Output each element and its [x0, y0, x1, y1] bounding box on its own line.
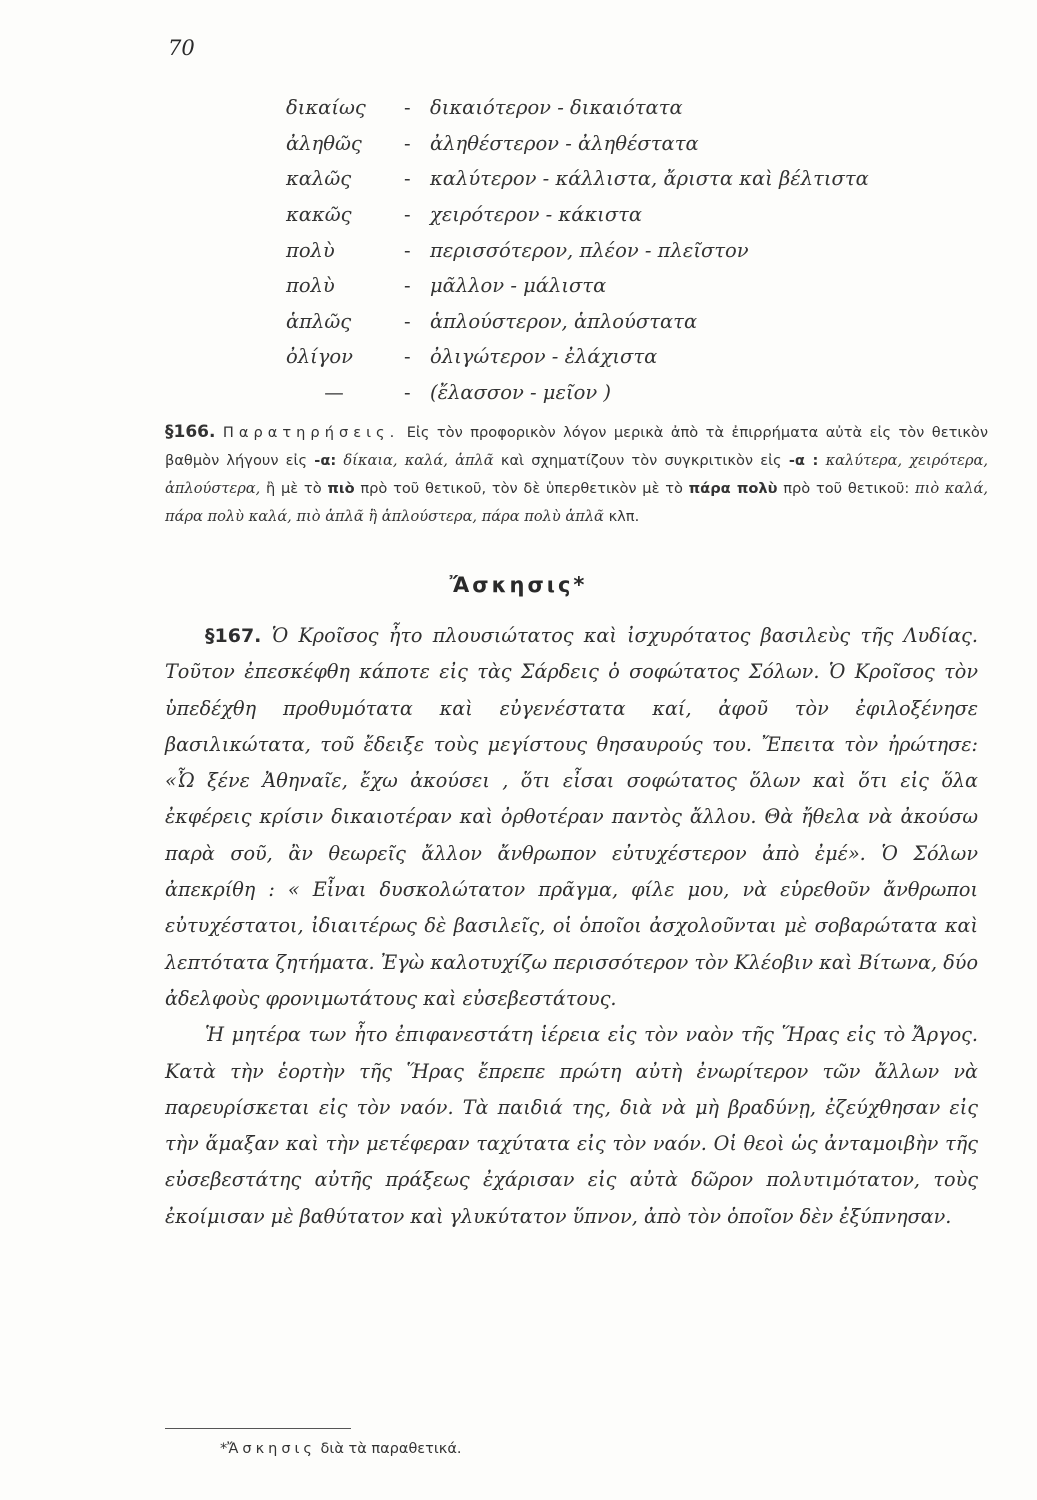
positive-adverb: καλῶς: [286, 167, 352, 191]
comparison-forms: καλύτερον - κάλλιστα, ἄριστα καὶ βέλτιστα: [430, 167, 869, 191]
positive-adverb: κακῶς: [286, 203, 352, 227]
exercise-text: [165, 618, 978, 1235]
comparison-forms: μᾶλλον - μάλιστα: [430, 274, 607, 298]
row-separator: -: [404, 167, 411, 191]
remarks-section-number: §166.: [165, 422, 216, 442]
comparison-forms: δικαιότερον - δικαιότατα: [430, 96, 683, 120]
positive-adverb: ὀλίγον: [286, 345, 353, 369]
row-separator: -: [404, 238, 411, 262]
exercise-paragraph: [165, 618, 978, 1017]
comparison-row: [286, 90, 869, 126]
example-positive: δίκαια, καλά, ἁπλᾶ: [343, 452, 494, 469]
positive-adverb: —: [324, 381, 344, 405]
comparison-row: [286, 126, 869, 162]
example-spoken: πιὸ καλά, πάρα πολὺ καλά, πιὸ ἁπλᾶ ἢ ἁπλούστερα, πάρα πολὺ ἁπλᾶ: [165, 480, 989, 525]
row-separator: -: [404, 131, 411, 155]
comparison-forms: ἁπλούστερον, ἁπλούστατα: [430, 309, 698, 333]
comparison-row: [286, 197, 869, 233]
positive-adverb: ἀληθῶς: [286, 131, 362, 155]
adverb-comparison-table: [286, 90, 869, 410]
row-separator: -: [404, 381, 411, 405]
remarks-paragraph: [165, 418, 988, 531]
exercise-paragraph: Ἡ μητέρα των ἦτο ἐπιφανεστάτη ἱέρεια εἰς τὸν ναὸν τῆς Ἥρας εἰς τὸ Ἄργος. Κατὰ τὴν ἑορτὴν τῆς Ἥρας ἔπρεπε πρώτη αὐτὴ ἐνωρίτερον τῶν ἄλλων νὰ παρευρίσκεται εἰς τὸν ναόν. Τὰ παιδιά της, διὰ νὰ μὴ βραδύνῃ, ἐζεύχθησαν εἰς τὴν ἅμαξαν καὶ τὴν μετέφεραν ταχύτατα εἰς τὸν ναόν. Οἱ θεοὶ ὡς ἀνταμοιβὴν τῆς εὐσεβεστάτης αὐτῆς πράξεως ἐχάρισαν εἰς αὐτὰ δῶρον πολυτιμότατον, τοὺς ἐκοίμισαν μὲ βαθύτατον καὶ γλυκύτατον ὕπνον, ἀπὸ τὸν ὁποῖον δὲν ἐξύπνησαν.: [165, 1023, 978, 1228]
remarks-text: Εἰς τὸν προφορικὸν λόγον μερικὰ ἀπὸ τὰ ἐπιρρήματα αὐτὰ εἰς τὸν θετικὸν βαθμὸν λήγουν εἰς: [165, 424, 989, 469]
footnote: [220, 1441, 462, 1457]
ending-a-comparative: -α :: [788, 452, 819, 469]
footnote-term: Ἄσκησις: [227, 1441, 316, 1457]
footnote-text: διὰ τὰ παραθετικά.: [320, 1441, 462, 1457]
example-comparative: καλύτερα, χειρότερα, ἁπλούστερα,: [165, 452, 989, 497]
remarks-text: πρὸ τοῦ θετικοῦ:: [783, 480, 910, 497]
comparison-row: [286, 268, 869, 304]
positive-adverb: ἁπλῶς: [286, 309, 352, 333]
para-poly-word: πάρα πολὺ: [688, 480, 778, 497]
exercise-section-number: §167.: [205, 625, 262, 647]
positive-adverb: πολὺ: [286, 274, 335, 298]
row-separator: -: [404, 345, 411, 369]
comparison-row: [286, 232, 869, 268]
exercise-title: Ἄσκησις*: [449, 573, 588, 597]
row-separator: -: [404, 96, 411, 120]
comparison-forms: χειρότερον - κάκιστα: [430, 203, 643, 227]
comparison-forms: περισσότερον, πλέον - πλεῖστον: [430, 238, 749, 262]
ending-a: -α:: [314, 452, 337, 469]
row-separator: -: [404, 309, 411, 333]
remarks-text: ἢ μὲ τὸ: [266, 480, 322, 497]
row-separator: -: [404, 203, 411, 227]
comparison-row: [286, 304, 869, 340]
comparison-row: [286, 375, 869, 411]
positive-adverb: δικαίως: [286, 96, 366, 120]
comparison-row: [286, 339, 869, 375]
remarks-text: πρὸ τοῦ θετικοῦ, τὸν δὲ ὑπερθετικὸν μὲ τὸ: [360, 480, 683, 497]
remarks-text: καὶ σχηματίζουν τὸν συγκριτικὸν εἰς: [500, 452, 782, 469]
comparison-forms: ἀληθέστερον - ἀληθέστατα: [430, 131, 699, 155]
pio-word: πιὸ: [327, 480, 355, 497]
positive-adverb: πολὺ: [286, 238, 335, 262]
footnote-divider: [165, 1428, 351, 1429]
row-separator: -: [404, 274, 411, 298]
remarks-heading: Παρατηρήσεις.: [222, 424, 400, 441]
exercise-paragraph-text: Ὁ Κροῖσος ἦτο πλουσιώτατος καὶ ἰσχυρότατος βασιλεὺς τῆς Λυδίας. Τοῦτον ἐπεσκέφθη κάποτε εἰς τὰς Σάρδεις ὁ σοφώτατος Σόλων. Ὁ Κροῖσος τὸν ὑπεδέχθη προθυμότατα καὶ εὐγενέστατα καί, ἀφοῦ τὸν ἐφιλοξένησε βασιλικώτατα, τοῦ ἔδειξε τοὺς μεγίστους θησαυρούς του. Ἔπειτα τὸν ἠρώτησε: «Ὦ ξένε Ἀθηναῖε, ἔχω ἀκούσει , ὅτι εἶσαι σοφώτατος ὅλων καὶ ὅτι εἰς ὅλα ἐκφέρεις κρίσιν δικαιοτέραν καὶ ὀρθοτέραν παντὸς ἄλλου. Θὰ ἤθελα νὰ ἀκούσω παρὰ σοῦ, ἂν θεωρεῖς ἄλλον ἄνθρωπον εὐτυχέστερον ἀπὸ ἐμέ». Ὁ Σόλων ἀπεκρίθη : « Εἶναι δυσκολώτατον πρᾶγμα, φίλε μου, νὰ εὑρεθοῦν ἄνθρωποι εὐτυχέστατοι, ἰδιαιτέρως δὲ βασιλεῖς, οἱ ὁποῖοι ἀσχολοῦνται μὲ σοβαρώτατα καὶ λεπτότατα ζητήματα. Ἐγὼ καλοτυχίζω περισσότερον τὸν Κλέοβιν καὶ Βίτωνα, δύο ἀδελφοὺς φρονιμωτάτους καὶ εὐσεβεστάτους.: [165, 624, 979, 1010]
footnote-marker: *: [220, 1441, 228, 1457]
comparison-forms: (ἔλασσον - μεῖον ): [430, 381, 611, 405]
comparison-row: [286, 161, 869, 197]
page-number: 70: [168, 36, 195, 60]
comparison-forms: ὀλιγώτερον - ἐλάχιστα: [430, 345, 658, 369]
remarks-text: κλπ.: [608, 508, 640, 525]
